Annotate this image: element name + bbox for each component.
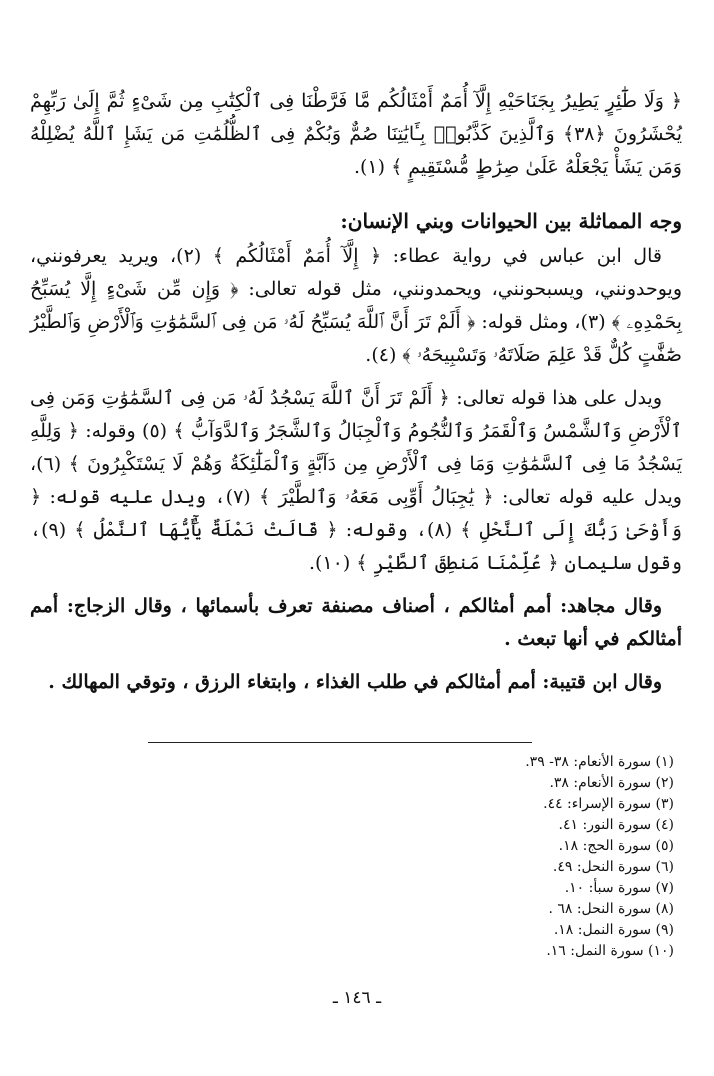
paragraph-ibn-abbas: قال ابن عباس في رواية عطاء: ﴿ إِلَّآ أُمَمٌ أَمْثَالُكُم ﴾ (٢)، ويريد يعرفونني، ويوحدونني، ويسبحونني، ويحمدونني، مثل قوله تعالى: ﴿ وَإِن مِّن شَىْءٍ إِلَّا يُسَبِّحُ بِحَمْدِهِۦ ﴾ (٣)، ومثل قوله: ﴿ أَلَمْ تَرَ أَنَّ ٱللَّهَ يُسَبِّحُ لَهُۥ مَن فِى ٱلسَّمَٰوَٰتِ وَٱلْأَرْضِ وَٱلطَّيْرُ صَٰٓفَّٰتٍ كُلٌّ قَدْ عَلِمَ صَلَاتَهُۥ وَتَسْبِيحَهُۥ ﴾ (٤).: [30, 245, 683, 366]
footnote-2: (٢) سورة الأنعام: ٣٨.: [549, 775, 674, 791]
paragraph-evidence: ويدل على هذا قوله تعالى: ﴿ أَلَمْ تَرَ أَنَّ ٱللَّهَ يَسْجُدُ لَهُۥ مَن فِى ٱلسَّمَٰوَٰتِ وَمَن فِى ٱلْأَرْضِ وَٱلشَّمْسُ وَٱلْقَمَرُ وَٱلنُّجُومُ وَٱلْجِبَالُ وَٱلشَّجَرُ وَٱلدَّوَآبُّ ﴾ (٥) وقوله: ﴿ وَلِلَّهِ يَسْجُدُ مَا فِى ٱلسَّمَٰوَٰتِ وَمَا فِى ٱلْأَرْضِ مِن دَآبَّةٍ وَٱلْمَلَٰٓئِكَةُ وَهُمْ لَا يَسْتَكْبِرُونَ ﴾ (٦)، ويدل عليه قوله تعالى: ﴿ يَٰجِبَالُ أَوِّبِى مَعَهُۥ وَٱلطَّيْرَ ﴾ (٧)، ويدل عليه قوله: ﴿ وَأَوْحَىٰ رَبُّكَ إِلَى ٱلنَّحْلِ ﴾ (٨)، وقوله: ﴿ قَالَتْ نَمْلَةٌ يَٰٓأَيُّهَا ٱلنَّمْلُ ﴾ (٩)، وقول سليمان ﴿ عُلِّمْنَا مَنطِقَ ٱلطَّيْرِ ﴾ (١٠).: [30, 387, 682, 574]
footnotes: [414, 752, 674, 962]
paragraph-ibn-qutaybah: وقال ابن قتيبة: أمم أمثالكم في طلب الغذاء ، وابتغاء الرزق ، وتوقي المهالك .: [48, 671, 662, 693]
footnote-9: (٩) سورة النمل: ١٨.: [553, 922, 674, 938]
footnote-4: (٤) سورة النور: ٤١.: [558, 817, 674, 833]
page-number: ـ ١٤٦ ـ: [332, 988, 382, 1008]
footnote-separator: [148, 742, 532, 743]
footnote-3: (٣) سورة الإسراء: ٤٤.: [543, 796, 674, 812]
footnote-6: (٦) سورة النحل: ٤٩.: [552, 859, 674, 875]
footnote-5: (٥) سورة الحج: ١٨.: [558, 838, 674, 854]
paragraph-mujahid: وقال مجاهد: أمم أمثالكم ، أصناف مصنفة تعرف بأسمائها ، وقال الزجاج: أمم أمثالكم في أنها تبعث .: [30, 595, 682, 650]
footnote-8: (٨) سورة النحل: ٦٨ .: [548, 901, 674, 917]
page-body: [30, 85, 682, 699]
opening-verse: ﴿ وَلَا طَٰٓئِرٍ يَطِيرُ بِجَنَاحَيْهِ إِلَّآ أُمَمٌ أَمْثَالُكُم مَّا فَرَّطْنَا فِى ٱلْكِتَٰبِ مِن شَىْءٍ ثُمَّ إِلَىٰ رَبِّهِمْ يُحْشَرُونَ ﴿٣٨﴾ وَٱلَّذِينَ كَذَّبُوا۟ بِـَٔايَٰتِنَا صُمٌّ وَبُكْمٌ فِى ٱلظُّلُمَٰتِ مَن يَشَإِ ٱللَّهُ يُضْلِلْهُ وَمَن يَشَأْ يَجْعَلْهُ عَلَىٰ صِرَٰطٍ مُّسْتَقِيمٍ ﴾ (١).: [30, 90, 682, 178]
footnote-10: (١٠) سورة النمل: ١٦.: [546, 943, 674, 959]
section-heading: وجه المماثلة بين الحيوانات وبني الإنسان:: [340, 209, 682, 233]
footnote-1: (١) سورة الأنعام: ٣٨- ٣٩.: [525, 754, 674, 770]
footnote-7: (٧) سورة سبأ: ١٠.: [564, 880, 674, 896]
